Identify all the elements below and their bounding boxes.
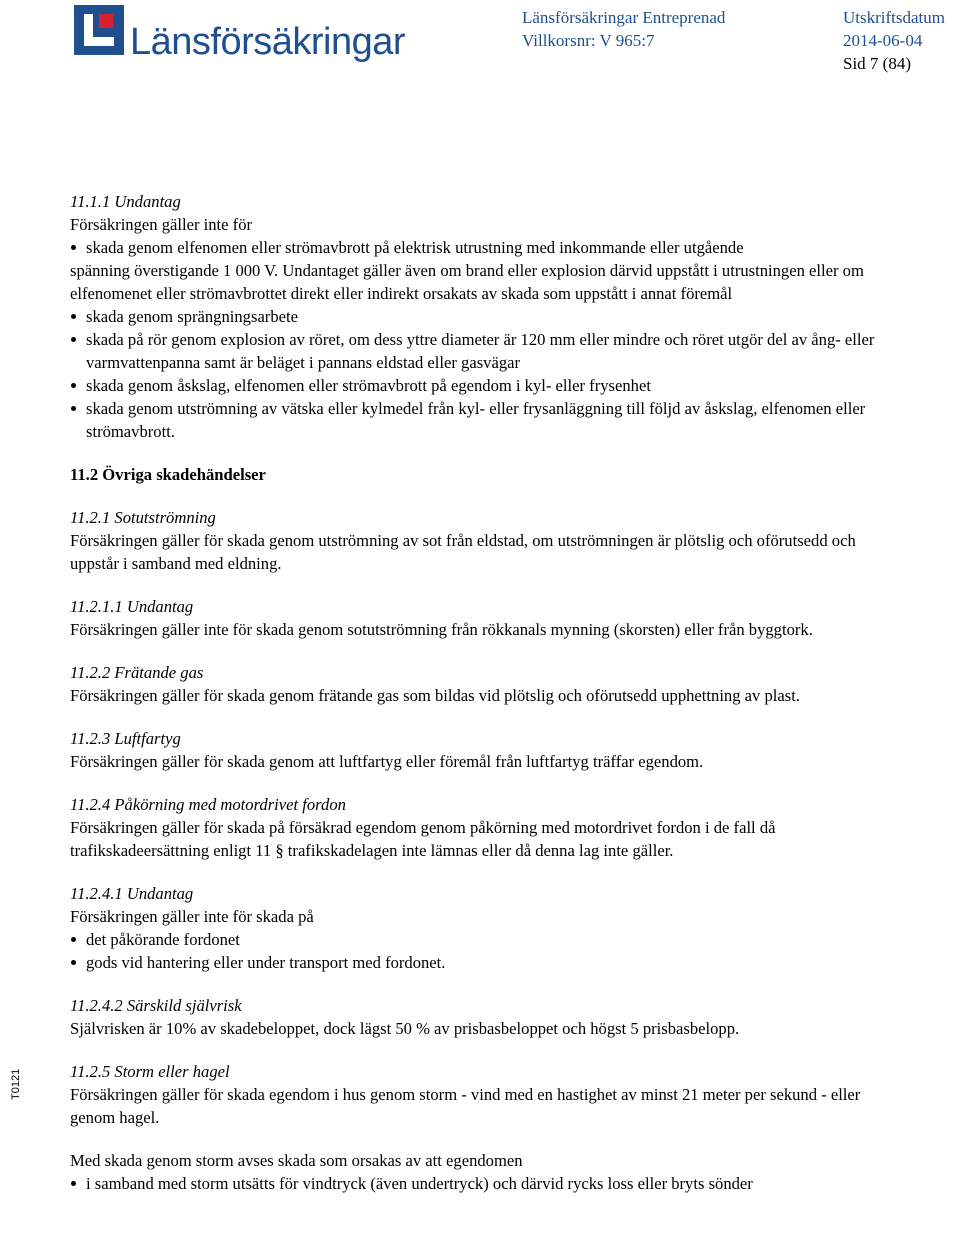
list-item: skada genom utströmning av vätska eller kylmedel från kyl- eller frysanläggning till följd av åskslag, elfenomen eller strömavbrott. — [70, 397, 880, 443]
section-text: Försäkringen gäller för skada egendom i hus genom storm - vind med en hastighet av minst 21 meter per sekund - eller genom hagel. — [70, 1085, 861, 1127]
list-item: skada genom elfenomen eller strömavbrott på elektrisk utrustning med inkommande eller utgående — [70, 236, 880, 259]
section-heading: 11.1.1 Undantag — [70, 192, 181, 211]
section-heading: 11.2.1 Sotutströmning — [70, 508, 216, 527]
list-item: skada genom åskslag, elfenomen eller strömavbrott på egendom i kyl- eller frysenhet — [70, 374, 880, 397]
section-text: Försäkringen gäller för skada genom att luftfartyg eller föremål från luftfartyg träffar egendom. — [70, 752, 704, 771]
section-heading: 11.2.5 Storm eller hagel — [70, 1062, 230, 1081]
exclusion-list — [70, 236, 880, 259]
header-print-label: Utskriftsdatum — [843, 8, 945, 27]
section-heading: 11.2.2 Frätande gas — [70, 663, 204, 682]
section-text: Försäkringen gäller för skada genom frätande gas som bildas vid plötslig och oförutsedd upphettning av plast. — [70, 686, 800, 705]
section-text: Försäkringen gäller för skada genom utströmning av sot från eldstad, om utströmningen är plötslig och oförutsedd och uppstår i samband med eldning. — [70, 531, 856, 573]
brand-mark-icon — [74, 5, 124, 55]
header-company: Länsförsäkringar Entreprenad — [522, 8, 726, 27]
section-text: Försäkringen gäller för skada på försäkrad egendom genom påkörning med motordrivet fordon i de fall då trafikskadeersättning enligt 11 § trafikskadelagen inte lämnas eller då denna lag inte gäller. — [70, 818, 776, 860]
exclusion-list — [70, 928, 880, 974]
section-text: Självrisken är 10% av skadebeloppet, dock lägst 50 % av prisbasbeloppet och högst 5 prisbasbelopp. — [70, 1019, 740, 1038]
section-intro: Försäkringen gäller inte för skada på — [70, 907, 314, 926]
list-item: gods vid hantering eller under transport med fordonet. — [70, 951, 880, 974]
header-page-number: Sid 7 (84) — [843, 54, 911, 73]
list-item-continuation: spänning överstigande 1 000 V. Undantaget gäller även om brand eller explosion därvid uppstått i utrustningen eller om elfenomenet eller strömavbrottet direkt eller indirekt orsakats av skada som uppstått i annat föremål — [70, 261, 864, 303]
list-item: skada på rör genom explosion av röret, om dess yttre diameter är 120 mm eller mindre och röret utgör del av ång- eller varmvattenpanna samt är beläget i pannans eldstad eller gasvägar — [70, 328, 880, 374]
side-code: T0121 — [10, 1068, 22, 1100]
storm-list — [70, 1172, 880, 1195]
header-print-date: 2014-06-04 — [843, 31, 923, 50]
section-heading: 11.2.4.2 Särskild självrisk — [70, 996, 242, 1015]
section-heading: 11.2.4 Påkörning med motordrivet fordon — [70, 795, 346, 814]
exclusion-list — [70, 305, 880, 443]
header-policy-number: Villkorsnr: V 965:7 — [522, 31, 655, 50]
section-text: Försäkringen gäller inte för skada genom sotutströmning från rökkanals mynning (skorsten) eller från byggtork. — [70, 620, 813, 639]
brand-wordmark: Länsförsäkringar — [130, 21, 406, 63]
list-item: det påkörande fordonet — [70, 928, 880, 951]
document-body — [70, 190, 880, 1195]
section-heading: 11.2.3 Luftfartyg — [70, 729, 181, 748]
section-heading: 11.2.1.1 Undantag — [70, 597, 194, 616]
section-heading: 11.2.4.1 Undantag — [70, 884, 194, 903]
section-intro: Försäkringen gäller inte för — [70, 215, 253, 234]
list-item: skada genom sprängningsarbete — [70, 305, 880, 328]
brand-logo — [74, 5, 406, 63]
section-heading: 11.2 Övriga skadehändelser — [70, 465, 266, 484]
list-item: i samband med storm utsätts för vindtryck (även undertryck) och därvid rycks loss eller bryts sönder — [70, 1172, 880, 1195]
section-intro: Med skada genom storm avses skada som orsakas av att egendomen — [70, 1151, 523, 1170]
